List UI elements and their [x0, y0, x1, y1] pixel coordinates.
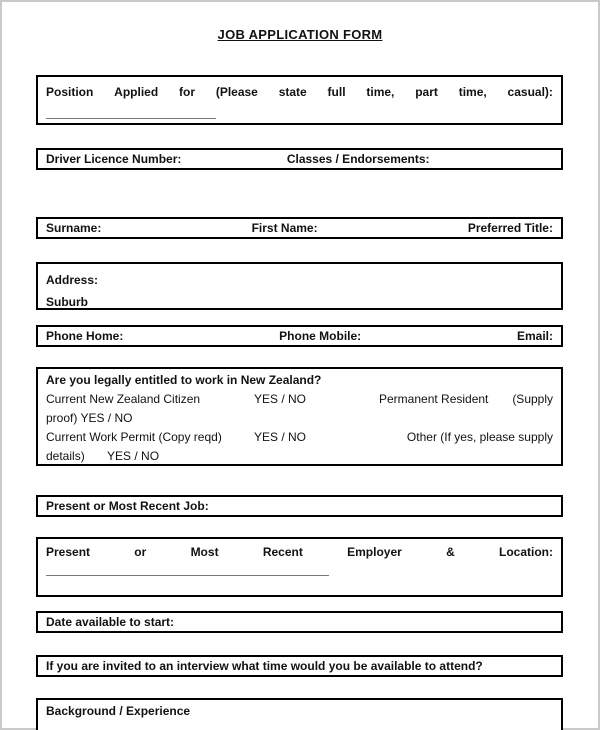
- label-word: part: [415, 85, 438, 99]
- label-word: &: [446, 545, 455, 559]
- details-yes-no: YES / NO: [107, 449, 160, 463]
- label-word: Location:: [499, 545, 553, 559]
- driver-licence-field[interactable]: [36, 148, 563, 170]
- address-field[interactable]: [36, 262, 563, 310]
- label-word: Applied: [114, 85, 159, 99]
- label-word: or: [134, 545, 147, 559]
- preferred-title-label: Preferred Title:: [467, 221, 553, 235]
- start-date-field[interactable]: [36, 611, 563, 633]
- citizen-yes-no: YES / NO: [254, 392, 307, 406]
- background-experience-field[interactable]: [36, 698, 563, 730]
- label-word: Employer: [347, 545, 402, 559]
- background-experience-label: Background / Experience: [46, 704, 191, 718]
- supply-proof-text: (Supply: [512, 392, 553, 406]
- work-eligibility-heading: Are you legally entitled to work in New Zealand?: [46, 373, 322, 387]
- classes-endorsements-label: Classes / Endorsements:: [286, 152, 430, 166]
- name-field[interactable]: [36, 217, 563, 239]
- details-yes-no-line: [46, 447, 553, 466]
- suburb-label: Suburb: [46, 295, 88, 309]
- email-label: Email:: [516, 329, 553, 343]
- fill-in-line[interactable]: [46, 118, 216, 119]
- work-permit-label: Current Work Permit (Copy reqd): [46, 430, 222, 444]
- position-applied-label: [46, 85, 553, 100]
- start-date-label: Date available to start:: [46, 615, 175, 629]
- details-label: details): [46, 449, 85, 463]
- label-word: full: [327, 85, 346, 99]
- interview-availability-field[interactable]: [36, 655, 563, 677]
- employer-location-field[interactable]: [36, 537, 563, 597]
- first-name-label: First Name:: [251, 221, 318, 235]
- recent-job-field[interactable]: [36, 495, 563, 517]
- position-applied-field[interactable]: [36, 75, 563, 125]
- label-word: (Please: [215, 85, 258, 99]
- permanent-resident-label: Permanent Resident: [379, 392, 489, 406]
- label-word: Most: [190, 545, 219, 559]
- work-eligibility-field[interactable]: [36, 367, 563, 466]
- label-word: for: [179, 85, 195, 99]
- other-supply-label: Other (If yes, please supply: [406, 430, 553, 444]
- label-word: time,: [458, 85, 487, 99]
- phone-mobile-label: Phone Mobile:: [279, 329, 362, 343]
- label-word: casual):: [507, 85, 553, 99]
- proof-yes-no-line: proof) YES / NO: [46, 411, 133, 425]
- citizen-row: [46, 390, 553, 409]
- form-title: JOB APPLICATION FORM: [217, 27, 383, 42]
- address-label: Address:: [46, 273, 99, 287]
- work-permit-row: [46, 428, 553, 447]
- phone-home-label: Phone Home:: [46, 329, 124, 343]
- recent-job-label: Present or Most Recent Job:: [46, 499, 209, 513]
- fill-in-line[interactable]: [46, 575, 329, 576]
- contact-field[interactable]: [36, 325, 563, 347]
- work-permit-yes-no: YES / NO: [254, 430, 307, 444]
- label-word: Position: [46, 85, 94, 99]
- label-word: Present: [46, 545, 91, 559]
- driver-licence-label: Driver Licence Number:: [46, 152, 182, 166]
- interview-availability-label: If you are invited to an interview what time would you be available to attend?: [46, 659, 483, 673]
- employer-location-label: [46, 545, 553, 560]
- surname-label: Surname:: [46, 221, 102, 235]
- citizen-label: Current New Zealand Citizen: [46, 392, 201, 406]
- label-word: state: [278, 85, 307, 99]
- label-word: Recent: [262, 545, 303, 559]
- label-word: time,: [366, 85, 395, 99]
